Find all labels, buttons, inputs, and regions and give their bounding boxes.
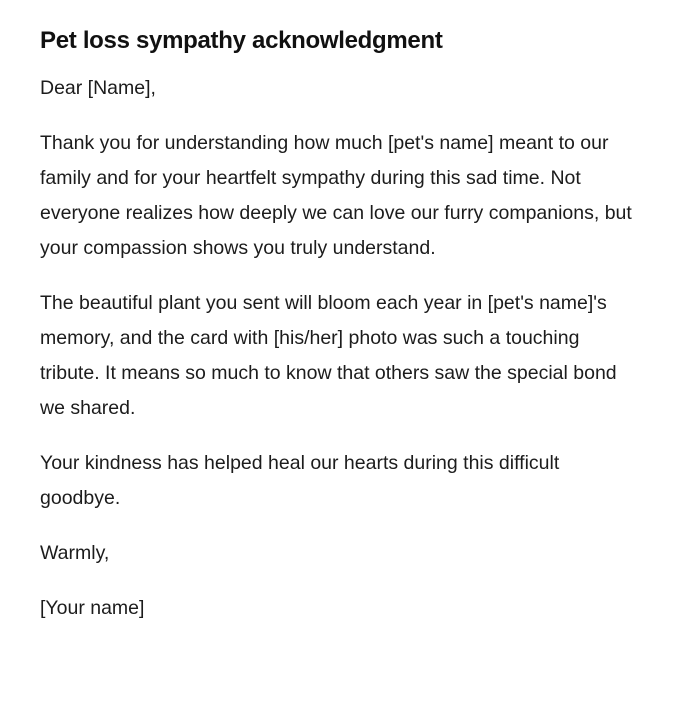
body-paragraph-3: Your kindness has helped heal our hearts during this difficult goodbye. xyxy=(40,452,560,509)
salutation: Dear [Name], xyxy=(40,77,156,99)
signature: [Your name] xyxy=(40,597,145,619)
body-paragraph-1: Thank you for understanding how much [pet's name] meant to our family and for your heartfelt sympathy during this sad time. Not everyone realizes how deeply we can love our furry companions, but your compassion shows you truly understand. xyxy=(40,132,632,259)
body-paragraph-2: The beautiful plant you sent will bloom each year in [pet's name]'s memory, and the card with [his/her] photo was such a touching tribute. It means so much to know that others saw the special bond we shared. xyxy=(40,292,617,419)
document-title: Pet loss sympathy acknowledgment xyxy=(40,27,443,54)
closing: Warmly, xyxy=(40,542,110,564)
